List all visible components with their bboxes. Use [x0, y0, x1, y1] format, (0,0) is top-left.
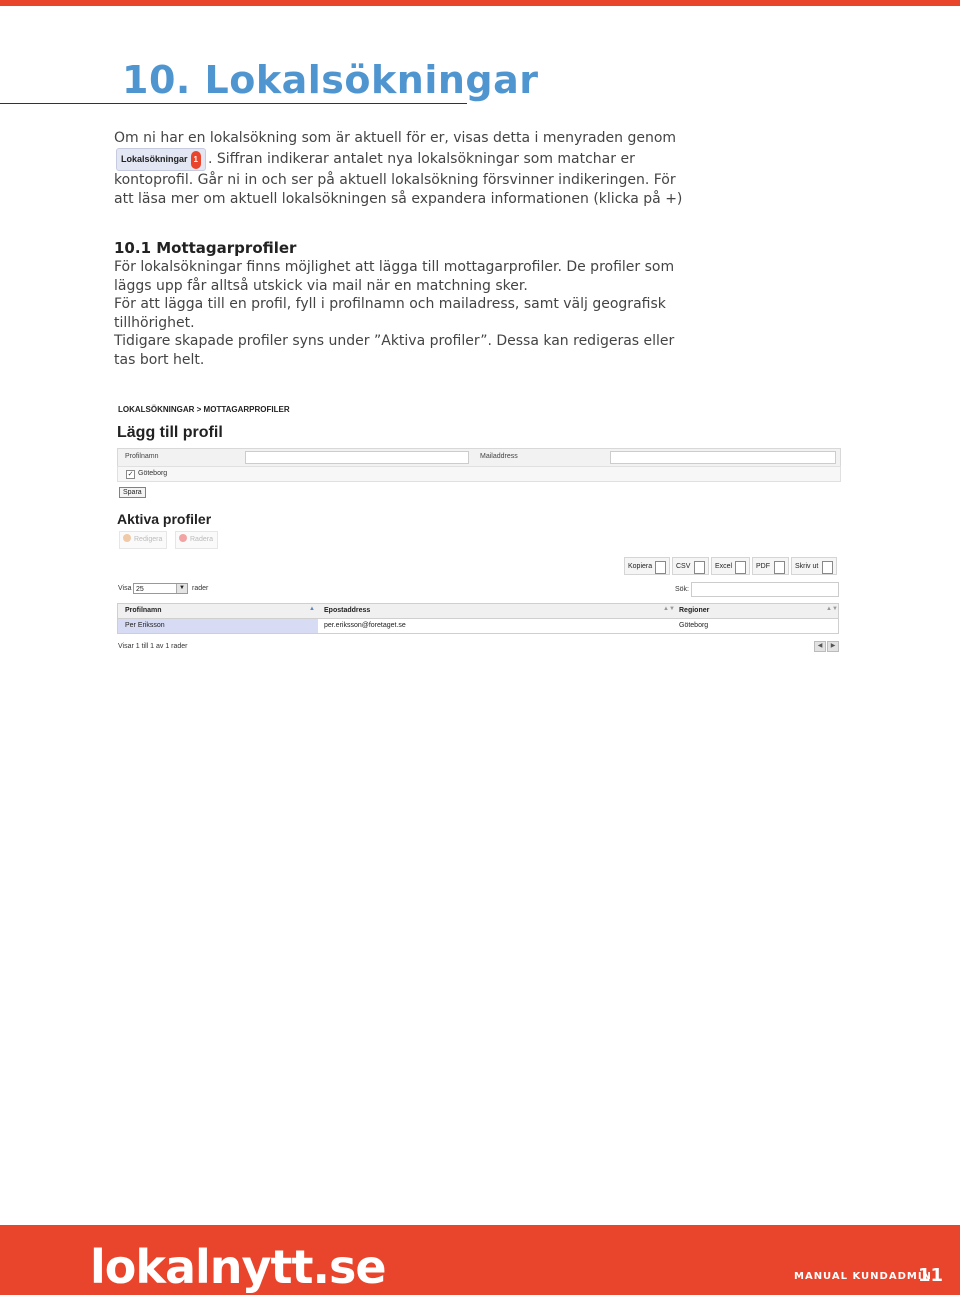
- menu-badge-label: Lokalsökningar: [121, 153, 188, 164]
- menu-badge-lokalsokningar: [116, 148, 206, 172]
- manual-label: MANUAL KUNDADMIN: [794, 1271, 932, 1282]
- cell-region: Göteborg: [679, 622, 709, 629]
- region-checkbox-label: Göteborg: [138, 470, 168, 477]
- edit-icon: [123, 534, 131, 542]
- section-paragraph-1: För lokalsökningar finns möjlighet att lägga till mottagarprofiler. De profiler som läggs upp får alltså utskick via mail när en matchning sker.: [114, 259, 675, 294]
- page-title: 10. Lokalsökningar: [122, 58, 539, 102]
- profile-name-label: Profilnamn: [125, 453, 159, 460]
- intro-paragraph: [114, 129, 694, 208]
- show-label: Visa: [118, 585, 132, 592]
- sort-icon[interactable]: ▲▼: [826, 606, 838, 612]
- ui-screenshot: [114, 400, 844, 660]
- menu-badge-count: 1: [191, 151, 201, 170]
- print-button-label: Skriv ut: [795, 563, 819, 570]
- print-button[interactable]: [791, 557, 837, 575]
- profiles-table: [117, 603, 839, 634]
- region-checkbox[interactable]: ✓: [127, 471, 134, 478]
- excel-icon: [735, 561, 746, 574]
- csv-button-label: CSV: [676, 563, 691, 570]
- mail-address-label: Mailaddress: [480, 453, 518, 460]
- csv-button[interactable]: [672, 557, 709, 575]
- printer-icon: [822, 561, 833, 574]
- cell-profile-name: Per Eriksson: [125, 622, 165, 629]
- excel-button-label: Excel: [715, 563, 733, 570]
- pdf-button-label: PDF: [756, 563, 770, 570]
- save-button[interactable]: Spara: [119, 487, 146, 498]
- edit-button[interactable]: [119, 531, 167, 549]
- search-label: Sök:: [675, 586, 690, 593]
- copy-button-label: Kopiera: [628, 563, 653, 570]
- intro-text-start: Om ni har en lokalsökning som är aktuell för er, visas detta i menyraden genom: [114, 130, 677, 146]
- pdf-button[interactable]: [752, 557, 789, 575]
- active-profiles-title: Aktiva profiler: [117, 511, 212, 527]
- delete-icon: [179, 534, 187, 542]
- column-header-regioner[interactable]: Regioner: [679, 607, 710, 614]
- prev-page-button[interactable]: ◀: [814, 641, 826, 652]
- page-number: 11: [918, 1265, 944, 1286]
- add-profile-title: Lägg till profil: [117, 424, 223, 441]
- add-profile-form-row: [117, 448, 841, 467]
- edit-button-label: Redigera: [134, 536, 163, 543]
- brand-logo: lokalnytt.se: [90, 1240, 386, 1294]
- column-header-epostaddress[interactable]: Epostaddress: [324, 607, 371, 614]
- rows-per-page-value: 25: [136, 586, 144, 593]
- pdf-icon: [774, 561, 785, 574]
- column-header-profilnamn[interactable]: Profilnamn: [125, 607, 162, 614]
- region-row: [117, 466, 841, 482]
- section-paragraph-3: Tidigare skapade profiler syns under ”Aktiva profiler”. Dessa kan redigeras eller tas bort helt.: [114, 333, 675, 368]
- delete-button[interactable]: [175, 531, 218, 549]
- section-body: [114, 258, 694, 370]
- top-accent-bar: [0, 0, 960, 6]
- sort-icon[interactable]: ▲▼: [663, 606, 675, 612]
- copy-button[interactable]: [624, 557, 670, 575]
- rows-per-page-select[interactable]: [133, 583, 188, 594]
- copy-icon: [655, 561, 666, 574]
- cell-email: per.eriksson@foretaget.se: [324, 622, 406, 629]
- table-row[interactable]: [117, 619, 839, 634]
- next-page-button[interactable]: ▶: [827, 641, 839, 652]
- delete-button-label: Radera: [190, 536, 213, 543]
- search-input[interactable]: [691, 582, 839, 597]
- csv-icon: [694, 561, 705, 574]
- profile-name-input[interactable]: [245, 451, 469, 464]
- table-info: Visar 1 till 1 av 1 rader: [118, 643, 188, 650]
- chevron-down-icon: ▼: [176, 584, 187, 593]
- sort-asc-icon[interactable]: ▲: [309, 606, 315, 612]
- mail-address-input[interactable]: [610, 451, 836, 464]
- rows-label: rader: [192, 585, 209, 592]
- breadcrumb: LOKALSÖKNINGAR > MOTTAGARPROFILER: [118, 405, 290, 414]
- table-header: [117, 603, 839, 619]
- title-underline: [0, 103, 467, 104]
- excel-button[interactable]: [711, 557, 750, 575]
- section-heading: 10.1 Mottagarprofiler: [114, 239, 297, 257]
- section-paragraph-2: För att lägga till en profil, fyll i profilnamn och mailadress, samt välj geografisk tillhörighet.: [114, 296, 666, 331]
- intro-text-end: . Siffran indikerar antalet nya lokalsökningar som matchar er kontoprofil. Går ni in och ser på aktuell lokalsökning försvinner indikeringen. För att läsa mer om aktuell lokalsökningen så expandera informationen (klicka på +): [114, 150, 683, 207]
- footer-bar: [0, 1225, 960, 1295]
